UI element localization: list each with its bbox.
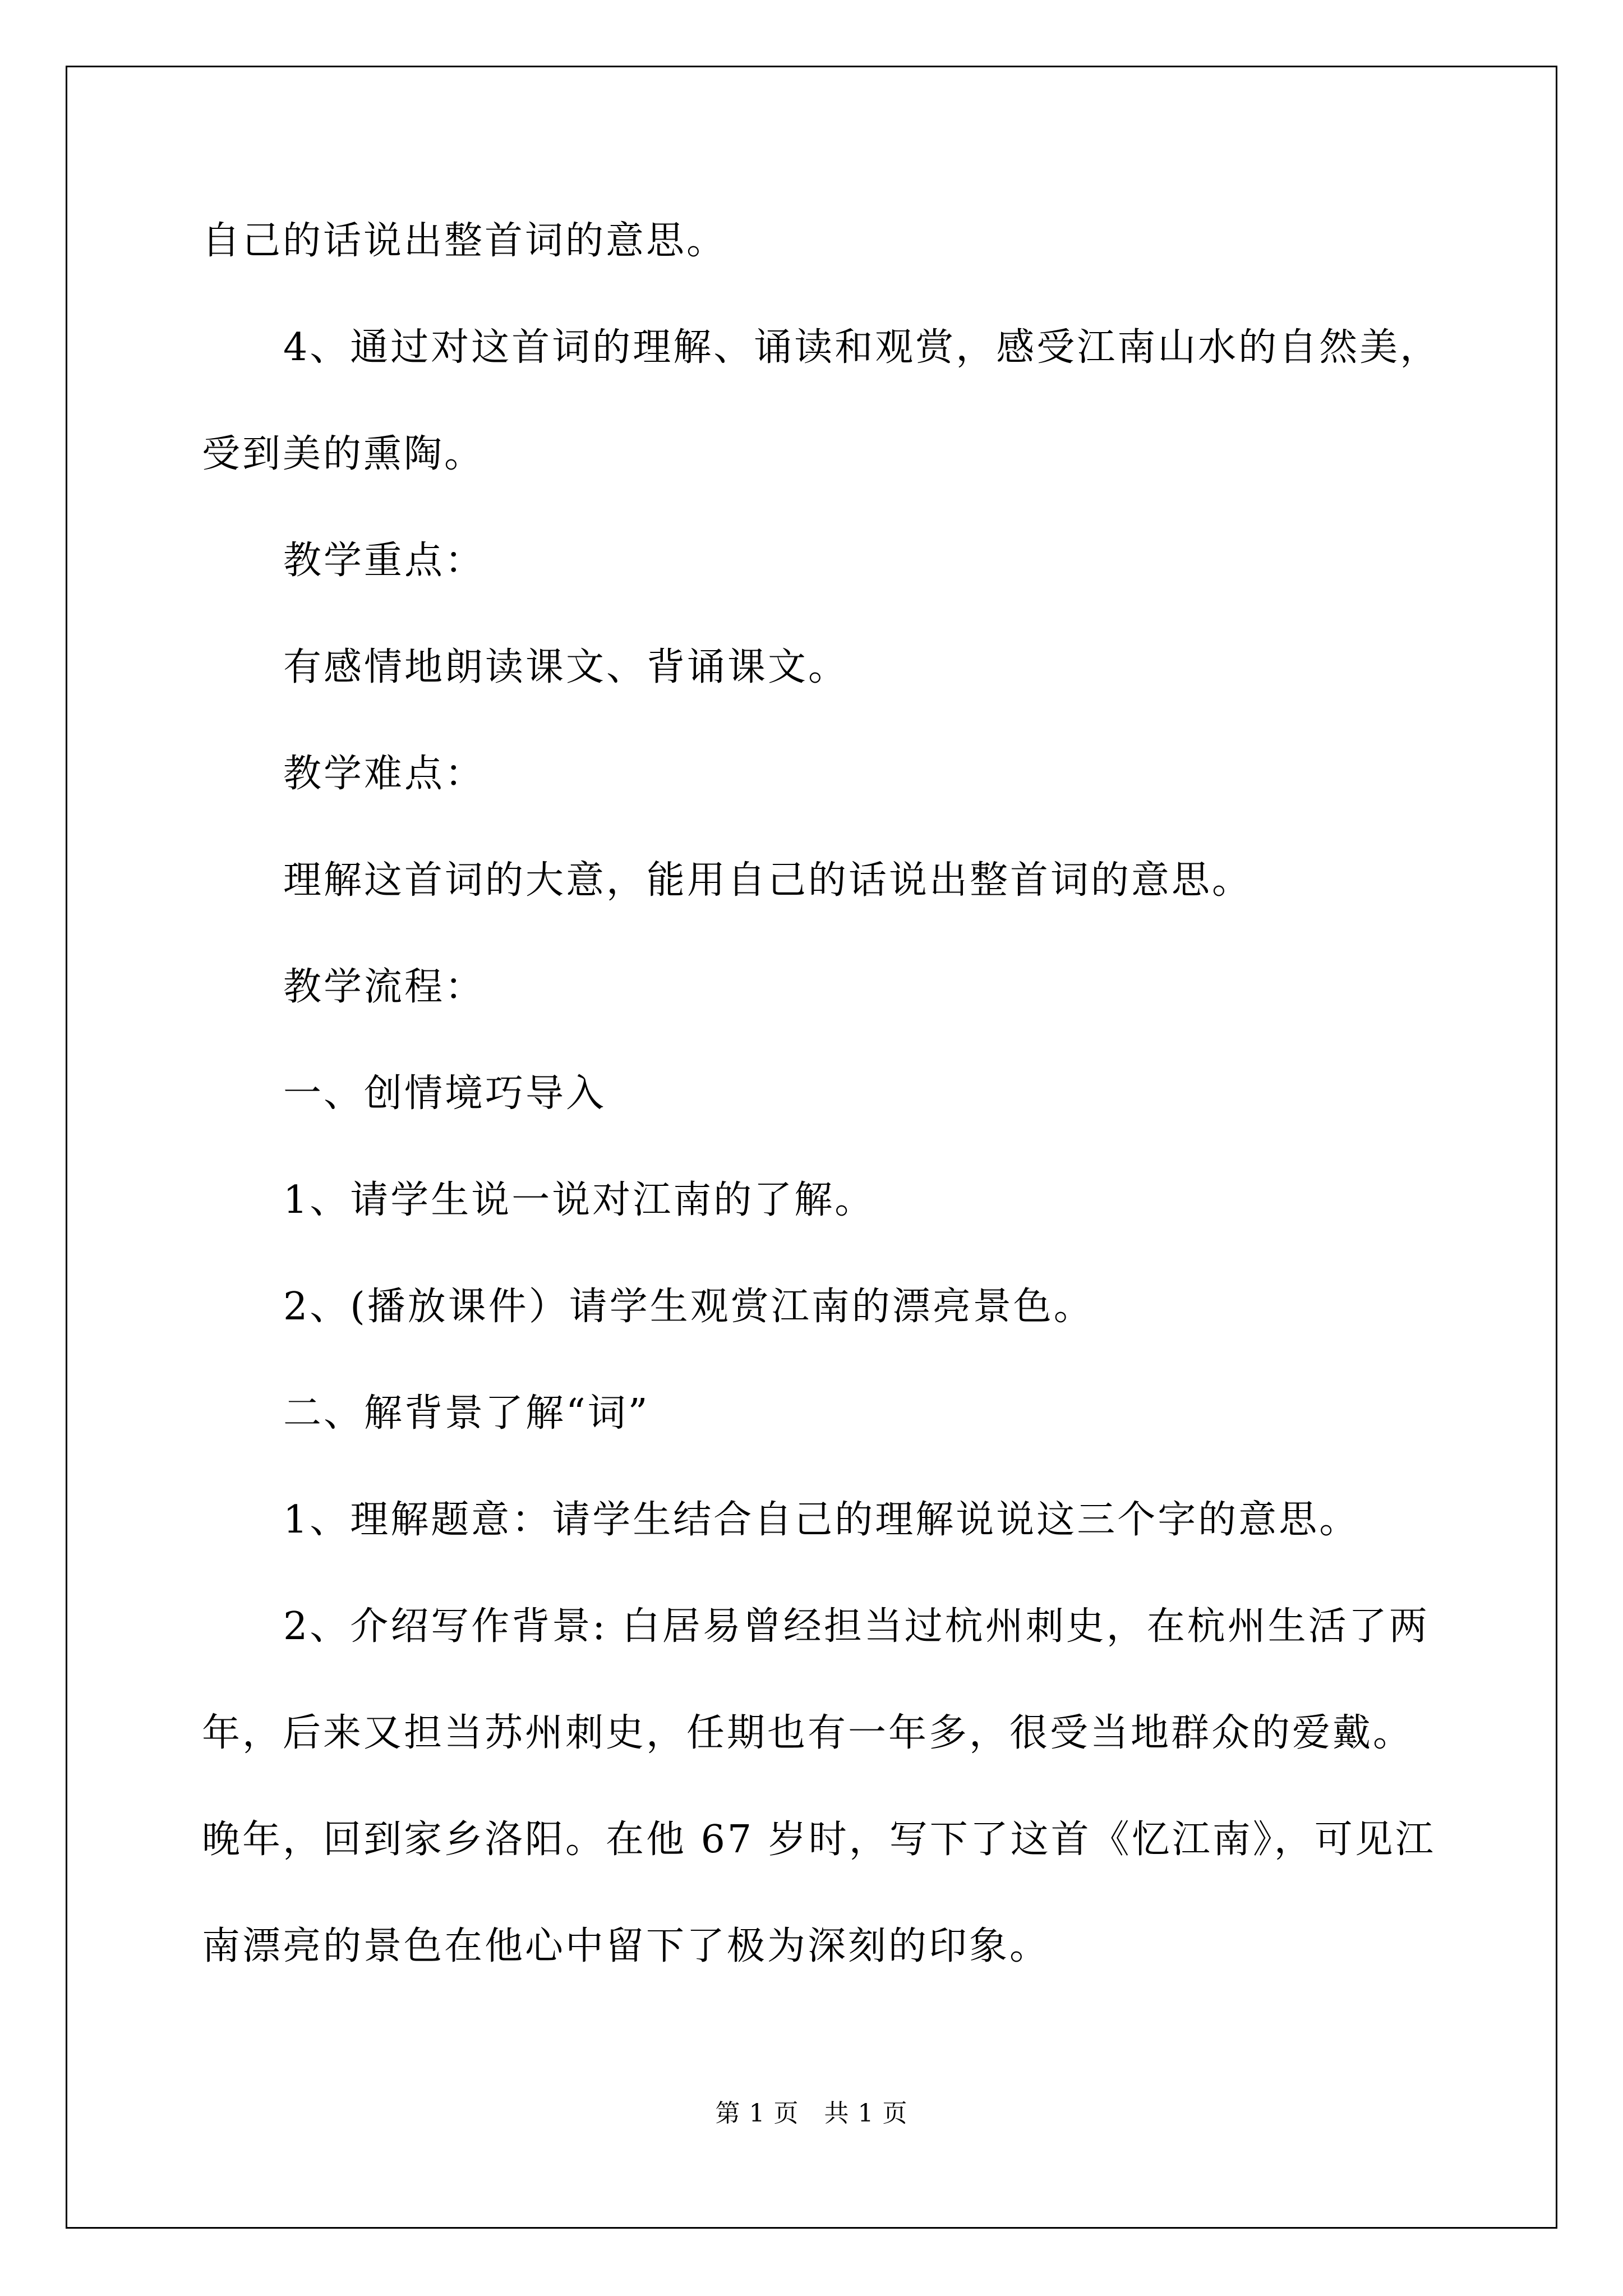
list-item: 2、(播放课件）请学生观赏江南的漂亮景色。	[283, 1285, 1094, 1329]
text-line: 有感情地朗读课文、背诵课文。	[283, 645, 849, 689]
page-footer: 第 1 页 共 1 页	[715, 2099, 908, 2128]
text-line: 4、通过对这首词的理解、诵读和观赏，感受江南山水的自然美，	[283, 325, 1441, 370]
section-heading: 教学流程：	[283, 965, 486, 1009]
list-item: 1、请学生说一说对江南的了解。	[283, 1178, 875, 1222]
text-line: 晚年，回到家乡洛阳。在他 67 岁时，写下了这首《忆江南》，可见江	[202, 1818, 1436, 1862]
section-heading: 教学重点：	[283, 539, 486, 583]
text-line: 自己的话说出整首词的意思。	[202, 219, 727, 263]
section-heading: 二、解背景了解“词”	[283, 1391, 650, 1435]
text-line: 南漂亮的景色在他心中留下了极为深刻的印象。	[202, 1924, 1050, 1968]
text-line: 受到美的熏陶。	[202, 432, 485, 476]
section-heading: 教学难点：	[283, 752, 486, 796]
section-heading: 一、创情境巧导入	[283, 1071, 607, 1116]
page-border	[66, 66, 1557, 2229]
list-item: 1、理解题意：请学生结合自己的理解说说这三个字的意思。	[283, 1498, 1360, 1542]
text-line: 年，后来又担当苏州刺史，任期也有一年多，很受当地群众的爱戴。	[202, 1711, 1414, 1755]
text-line: 理解这首词的大意，能用自己的话说出整首词的意思。	[283, 858, 1253, 903]
list-item: 2、介绍写作背景: 白居易曾经担当过杭州刺史，在杭州生活了两	[283, 1604, 1430, 1649]
